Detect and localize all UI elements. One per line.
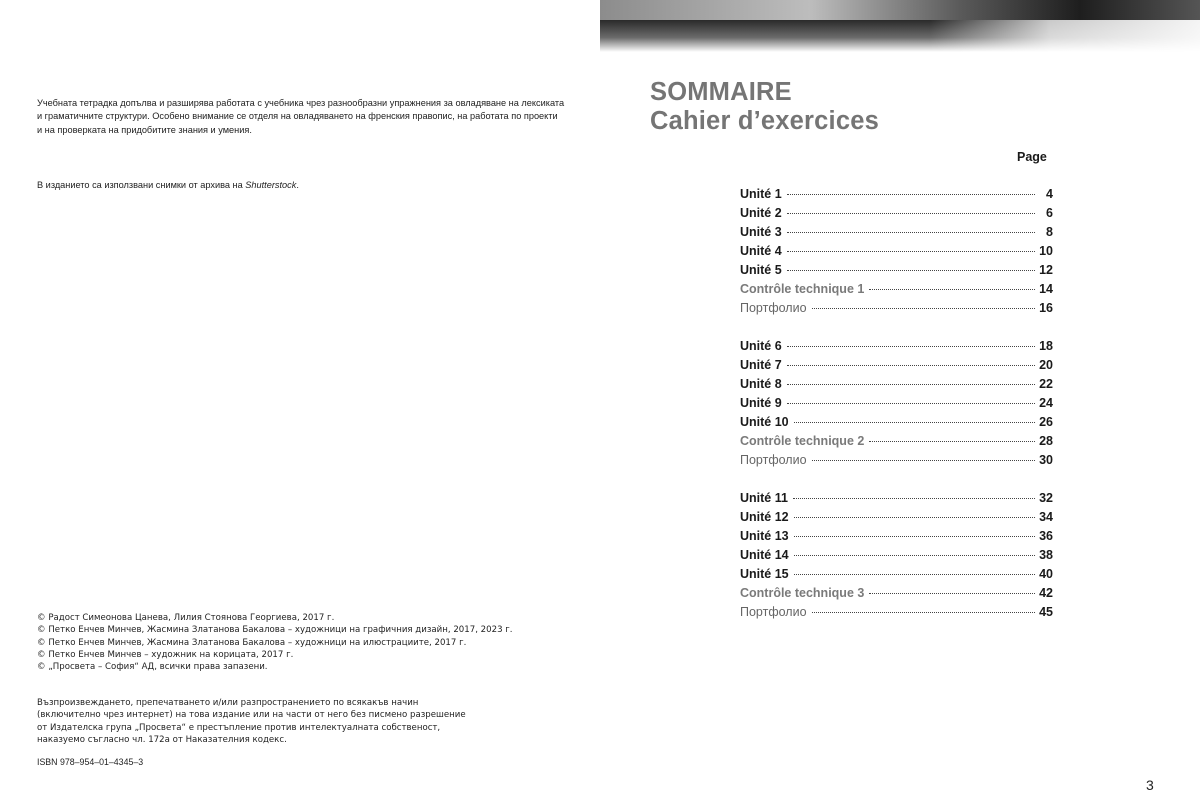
toc-entry: [740, 567, 1053, 586]
toc-leader-dots: [812, 460, 1035, 461]
toc-entry-page: 24: [1039, 396, 1053, 410]
toc-entry-label: Unité 1: [740, 187, 782, 201]
toc-entry-page: 45: [1039, 605, 1053, 619]
toc-entry-page: 6: [1046, 206, 1053, 220]
header-banner: [600, 0, 1200, 64]
toc-entry-page: 42: [1039, 586, 1053, 600]
intro-line: и граматичните структури. Особено внимание се отделя на овладяването на френския правопис, на работата по проекти: [37, 111, 558, 122]
toc-entry: [740, 206, 1053, 225]
toc-entry-label: Contrôle technique 2: [740, 434, 865, 448]
toc-entry-label: Unité 4: [740, 244, 782, 258]
toc-entry: [740, 187, 1053, 206]
intro-line: и на проверката на придобитите знания и умения.: [37, 124, 252, 135]
photo-credit: [37, 180, 299, 190]
toc-entry-page: 20: [1039, 358, 1053, 372]
toc-entry-label: Contrôle technique 1: [740, 282, 865, 296]
copyright-line: © Петко Енчев Минчев, Жасмина Златанова Бакалова – художници на илюстрациите, 2017 г.: [37, 637, 467, 648]
copyright-line: © „Просвета – София“ АД, всички права запазени.: [37, 662, 268, 673]
toc-leader-dots: [787, 365, 1035, 366]
toc-leader-dots: [812, 612, 1035, 613]
toc-entry-page: 38: [1039, 548, 1053, 562]
legal-line: наказуемо съгласно чл. 172а от Наказателния кодекс.: [37, 734, 287, 745]
toc-entry-page: 22: [1039, 377, 1053, 391]
isbn: ISBN 978–954–01–4345–3: [37, 757, 144, 767]
toc-entry: [740, 510, 1053, 529]
toc-entry-page: 30: [1039, 453, 1053, 467]
toc-leader-dots: [787, 384, 1035, 385]
toc-entry-page: 4: [1046, 187, 1053, 201]
toc-leader-dots: [787, 194, 1035, 195]
photo-credit-prefix: В изданието са използвани снимки от архива на: [37, 180, 246, 190]
photo-credit-suffix: .: [296, 180, 299, 190]
toc-entry-page: 14: [1039, 282, 1053, 296]
toc-entry: [740, 453, 1053, 472]
toc-entry-label: Unité 2: [740, 206, 782, 220]
toc-leader-dots: [794, 574, 1035, 575]
title-line-1: SOMMAIRE: [650, 78, 792, 106]
toc-entry-label: Unité 11: [740, 491, 788, 505]
toc-entry: [740, 586, 1053, 605]
intro-line: Учебната тетрадка допълва и разширява работата с учебника чрез разнообразни упражнения за овладяване на лексиката: [37, 98, 565, 108]
toc-entry-page: 16: [1039, 301, 1053, 315]
page-number: 3: [1146, 777, 1154, 793]
banner-fade: [600, 20, 1200, 56]
toc-entry: [740, 339, 1053, 358]
toc-entry-label: Unité 9: [740, 396, 782, 410]
legal-line: от Издателска група „Просвета“ е престъпление против интелектуалната собственост,: [37, 722, 441, 733]
toc-leader-dots: [869, 441, 1035, 442]
intro-text: [37, 97, 577, 137]
toc-entry-label: Unité 12: [740, 510, 789, 524]
toc-entry: [740, 225, 1053, 244]
toc-entry: [740, 377, 1053, 396]
toc-entry-label: Unité 5: [740, 263, 782, 277]
copyright-line: © Радост Симеонова Цанева, Лилия Стоянова Георгиева, 2017 г.: [37, 613, 335, 623]
toc-entry: [740, 244, 1053, 263]
toc-entry-page: 18: [1039, 339, 1053, 353]
toc-entry-page: 32: [1039, 491, 1053, 505]
toc-entry-label: Unité 14: [740, 548, 789, 562]
toc-leader-dots: [787, 251, 1035, 252]
toc-entry: [740, 282, 1053, 301]
toc-leader-dots: [794, 517, 1035, 518]
toc-entry-label: Unité 13: [740, 529, 789, 543]
toc-leader-dots: [794, 422, 1035, 423]
toc-leader-dots: [869, 593, 1035, 594]
toc-entry-label: Unité 6: [740, 339, 782, 353]
toc-leader-dots: [812, 308, 1035, 309]
toc-leader-dots: [794, 555, 1035, 556]
copyright-line: © Петко Енчев Минчев, Жасмина Златанова Бакалова – художници на графичния дизайн, 2017, 2023 г.: [37, 625, 513, 636]
toc-entry: [740, 301, 1053, 320]
toc-entry: [740, 358, 1053, 377]
sommaire-title: [650, 78, 879, 136]
toc-entry-page: 36: [1039, 529, 1053, 543]
toc-entry-label: Unité 3: [740, 225, 782, 239]
toc-entry: [740, 415, 1053, 434]
toc-leader-dots: [787, 270, 1035, 271]
toc-leader-dots: [869, 289, 1035, 290]
title-line-2: Cahier d’exercices: [650, 107, 879, 135]
table-of-contents: [740, 187, 1053, 624]
toc-entry-label: Unité 15: [740, 567, 789, 581]
toc-leader-dots: [794, 536, 1035, 537]
toc-leader-dots: [787, 346, 1035, 347]
toc-entry: [740, 434, 1053, 453]
photo-credit-source: Shutterstock: [245, 180, 297, 190]
toc-entry: [740, 263, 1053, 282]
toc-entry: [740, 396, 1053, 415]
toc-leader-dots: [787, 232, 1035, 233]
toc-entry-label: Портфолио: [740, 301, 807, 315]
toc-entry-page: 26: [1039, 415, 1053, 429]
legal-notice: [37, 697, 466, 746]
toc-entry-label: Unité 7: [740, 358, 782, 372]
toc-leader-dots: [787, 213, 1035, 214]
toc-entry-label: Unité 10: [740, 415, 789, 429]
toc-entry-page: 28: [1039, 434, 1053, 448]
toc-group-gap: [740, 472, 1053, 491]
page-column-header: Page: [1017, 150, 1047, 164]
toc-leader-dots: [787, 403, 1035, 404]
toc-entry: [740, 548, 1053, 567]
toc-entry-label: Портфолио: [740, 605, 807, 619]
toc-entry-page: 40: [1039, 567, 1053, 581]
toc-entry: [740, 605, 1053, 624]
toc-leader-dots: [793, 498, 1035, 499]
toc-entry-page: 34: [1039, 510, 1053, 524]
toc-entry-label: Contrôle technique 3: [740, 586, 865, 600]
toc-entry-page: 8: [1046, 225, 1053, 239]
toc-entry: [740, 491, 1053, 510]
toc-entry-label: Портфолио: [740, 453, 807, 467]
copyright-block: [37, 612, 513, 673]
toc-entry: [740, 529, 1053, 548]
toc-entry-page: 12: [1039, 263, 1053, 277]
toc-entry-page: 10: [1039, 244, 1053, 258]
legal-line: (включително чрез интернет) на това издание или на части от него без писмено разрешение: [37, 710, 466, 721]
banner-stripe: [600, 0, 1200, 20]
toc-group-gap: [740, 320, 1053, 339]
toc-entry-label: Unité 8: [740, 377, 782, 391]
legal-line: Възпроизвеждането, препечатването и/или разпространението по всякакъв начин: [37, 698, 419, 708]
copyright-line: © Петко Енчев Минчев – художник на корицата, 2017 г.: [37, 649, 294, 660]
